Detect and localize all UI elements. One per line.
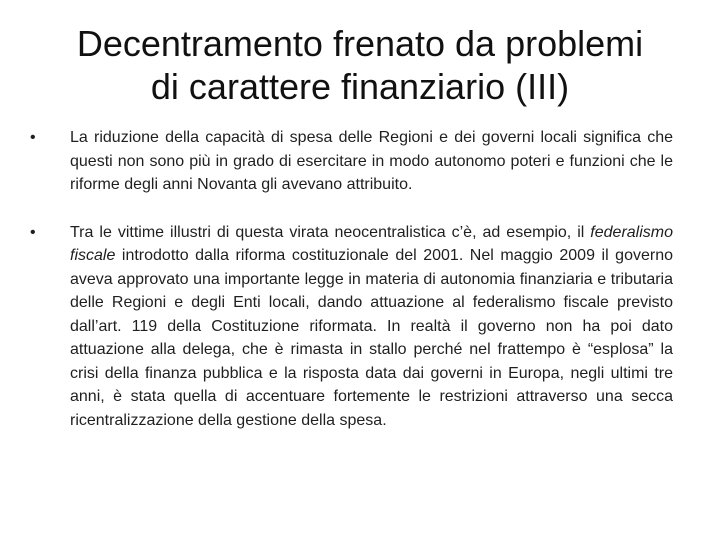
bullet-text-1: La riduzione della capacità di spesa delle Regioni e dei governi locali significa che questi non sono più in grado di esercitare in modo autonomo poteri e funzioni che le riforme degli anni Novanta gli avevano attribuito. — [70, 129, 673, 193]
bullet-dot-icon: • — [30, 223, 36, 241]
bullet-item-1 — [28, 126, 673, 197]
bullet-list — [28, 126, 673, 432]
bullet-text-2-italic: federalismo fiscale — [70, 223, 673, 264]
slide-title — [30, 22, 690, 108]
title-line-2: di carattere finanziario (III) — [150, 66, 570, 107]
bullet-text-2-before: Tra le vittime illustri di questa virata neocentralistica c’è, ad esempio, il — [70, 223, 591, 241]
bullet-text-2-after: introdotto dalla riforma costituzionale del 2001. Nel maggio 2009 il governo aveva approvato una importante legge in materia di autonomia finanziaria e tributaria delle Regioni e degli Enti locali, dando attuazione al federalismo fiscale previsto dall’art. 119 della Costituzione riformata. In realtà il governo non ha poi dato attuazione alla delega, che è rimasta in stallo perché nel frattempo è “esplosa” la crisi della finanza pubblica e la risposta data dai governi in Europa, negli ultimi tre anni, è stata quella di accentuare fortemente le restrizioni attraverso una secca ricentralizzazione della gestione della spesa. — [70, 247, 673, 429]
bullet-dot-icon: • — [30, 129, 36, 146]
bullet-item-2 — [28, 221, 673, 433]
title-line-1: Decentramento frenato da problemi — [76, 23, 644, 64]
